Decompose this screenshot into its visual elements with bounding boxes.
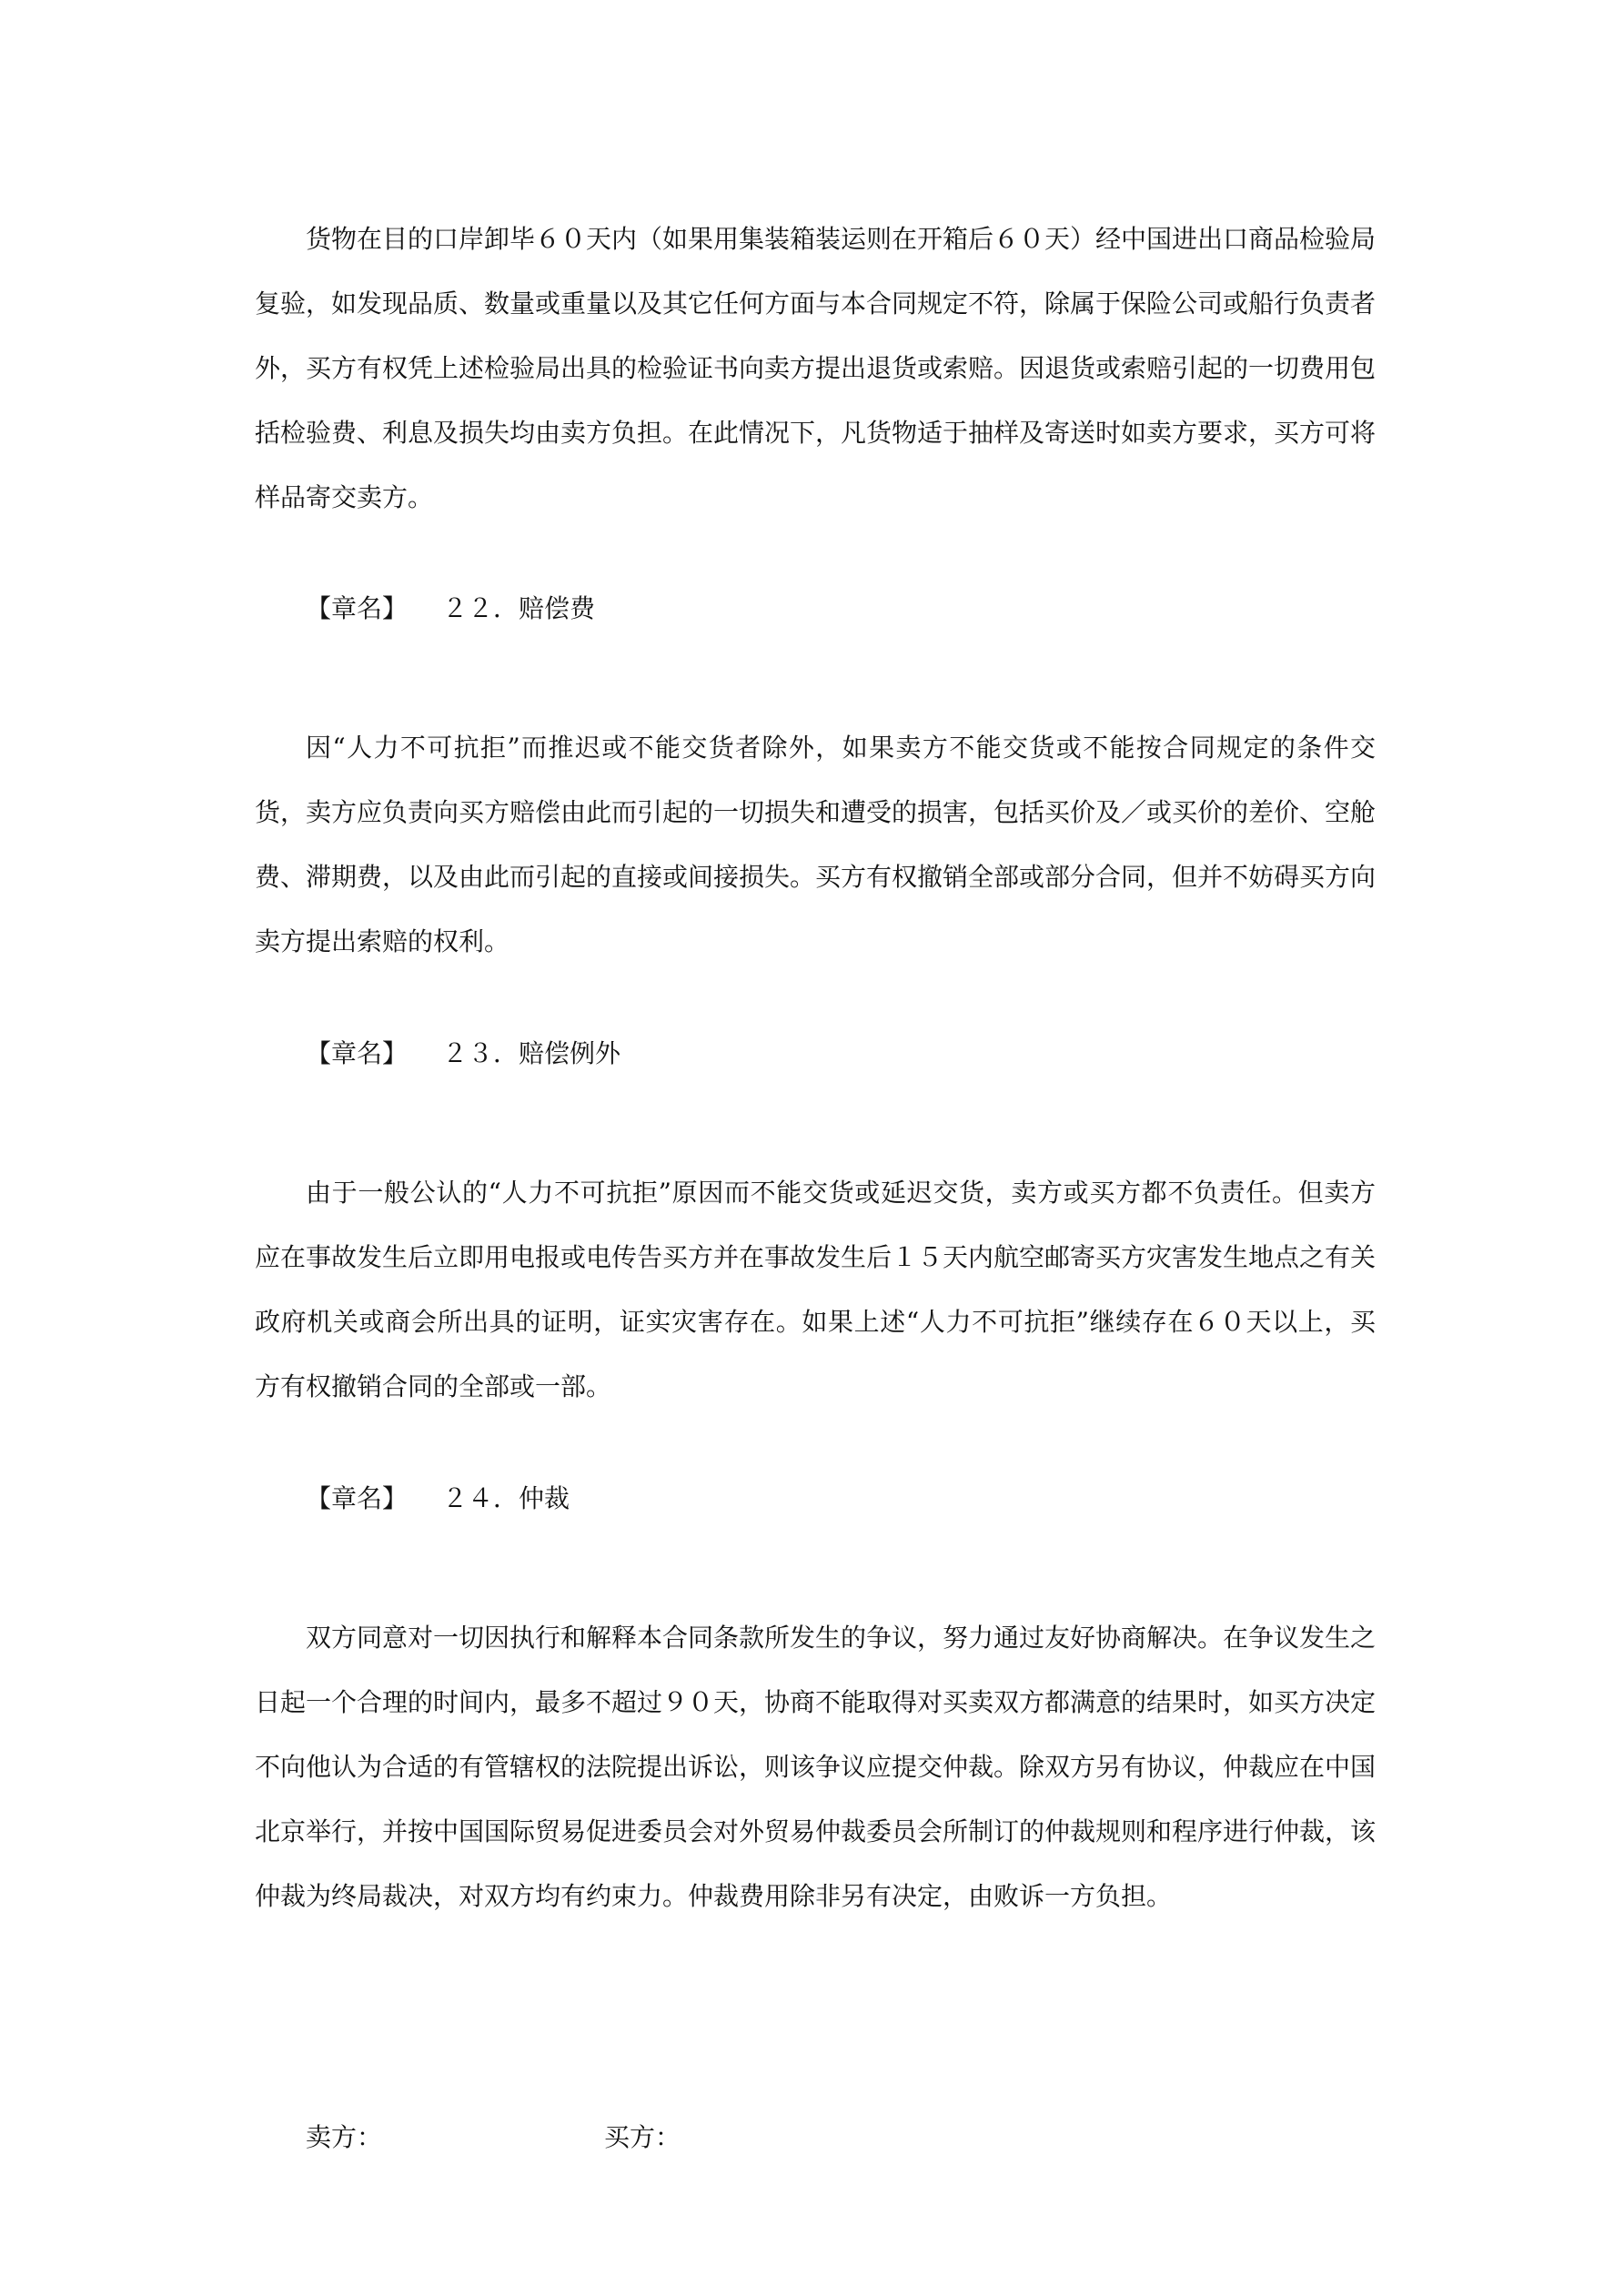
clause-24-arbitration-paragraph: 双方同意对一切因执行和解释本合同条款所发生的争议，努力通过友好协商解决。在争议发生之日起一个合理的时间内，最多不超过９０天，协商不能取得对买卖双方都满意的结果时，如买方决定不向他认为合适的有管辖权的法院提出诉讼，则该争议应提交仲裁。除双方另有协议，仲裁应在中国北京举行，并按中国国际贸易促进委员会对外贸易仲裁委员会所制订的仲裁规则和程序进行仲裁，该仲裁为终局裁决，对双方均有约束力。仲裁费用除非另有决定，由败诉一方负担。 bbox=[255, 1623, 1377, 1911]
chapter-label: 【章名】 bbox=[306, 1483, 409, 1513]
chapter-heading-23 bbox=[306, 1036, 620, 1072]
chapter-heading-22 bbox=[306, 591, 595, 627]
clause-22-compensation-paragraph: 因“人力不可抗拒”而推迟或不能交货者除外，如果卖方不能交货或不能按合同规定的条件交货，卖方应负责向买方赔偿由此而引起的一切损失和遭受的损害，包括买价及／或买价的差价、空舱费、滞期费，以及由此而引起的直接或间接损失。买方有权撤销全部或部分合同，但并不妨碍买方向卖方提出索赔的权利。 bbox=[255, 733, 1377, 956]
clause-23-exception-paragraph: 由于一般公认的“人力不可抗拒”原因而不能交货或延迟交货，卖方或买方都不负责任。但卖方应在事故发生后立即用电报或电传告买方并在事故发生后１５天内航空邮寄买方灾害发生地点之有关政府机关或商会所出具的证明，证实灾害存在。如果上述“人力不可抗拒”继续存在６０天以上，买方有权撤销合同的全部或一部。 bbox=[255, 1178, 1377, 1401]
chapter-heading-24 bbox=[306, 1481, 570, 1517]
chapter-title: ２３．赔偿例外 bbox=[442, 1038, 621, 1068]
chapter-title: ２４．仲裁 bbox=[442, 1483, 570, 1513]
clause-21-inspection-paragraph: 货物在目的口岸卸毕６０天内（如果用集装箱装运则在开箱后６０天）经中国进出口商品检验局复验，如发现品质、数量或重量以及其它任何方面与本合同规定不符，除属于保险公司或船行负责者外，买方有权凭上述检验局出具的检验证书向卖方提出退货或索赔。因退货或索赔引起的一切费用包括检验费、利息及损失均由卖方负担。在此情况下，凡货物适于抽样及寄送时如卖方要求，买方可将样品寄交卖方。 bbox=[255, 224, 1377, 512]
seller-signature-label: 卖方： bbox=[306, 2122, 383, 2152]
buyer-signature-label: 买方： bbox=[604, 2122, 681, 2152]
chapter-label: 【章名】 bbox=[306, 1038, 409, 1068]
chapter-title: ２２．赔偿费 bbox=[442, 593, 596, 623]
chapter-label: 【章名】 bbox=[306, 593, 409, 623]
